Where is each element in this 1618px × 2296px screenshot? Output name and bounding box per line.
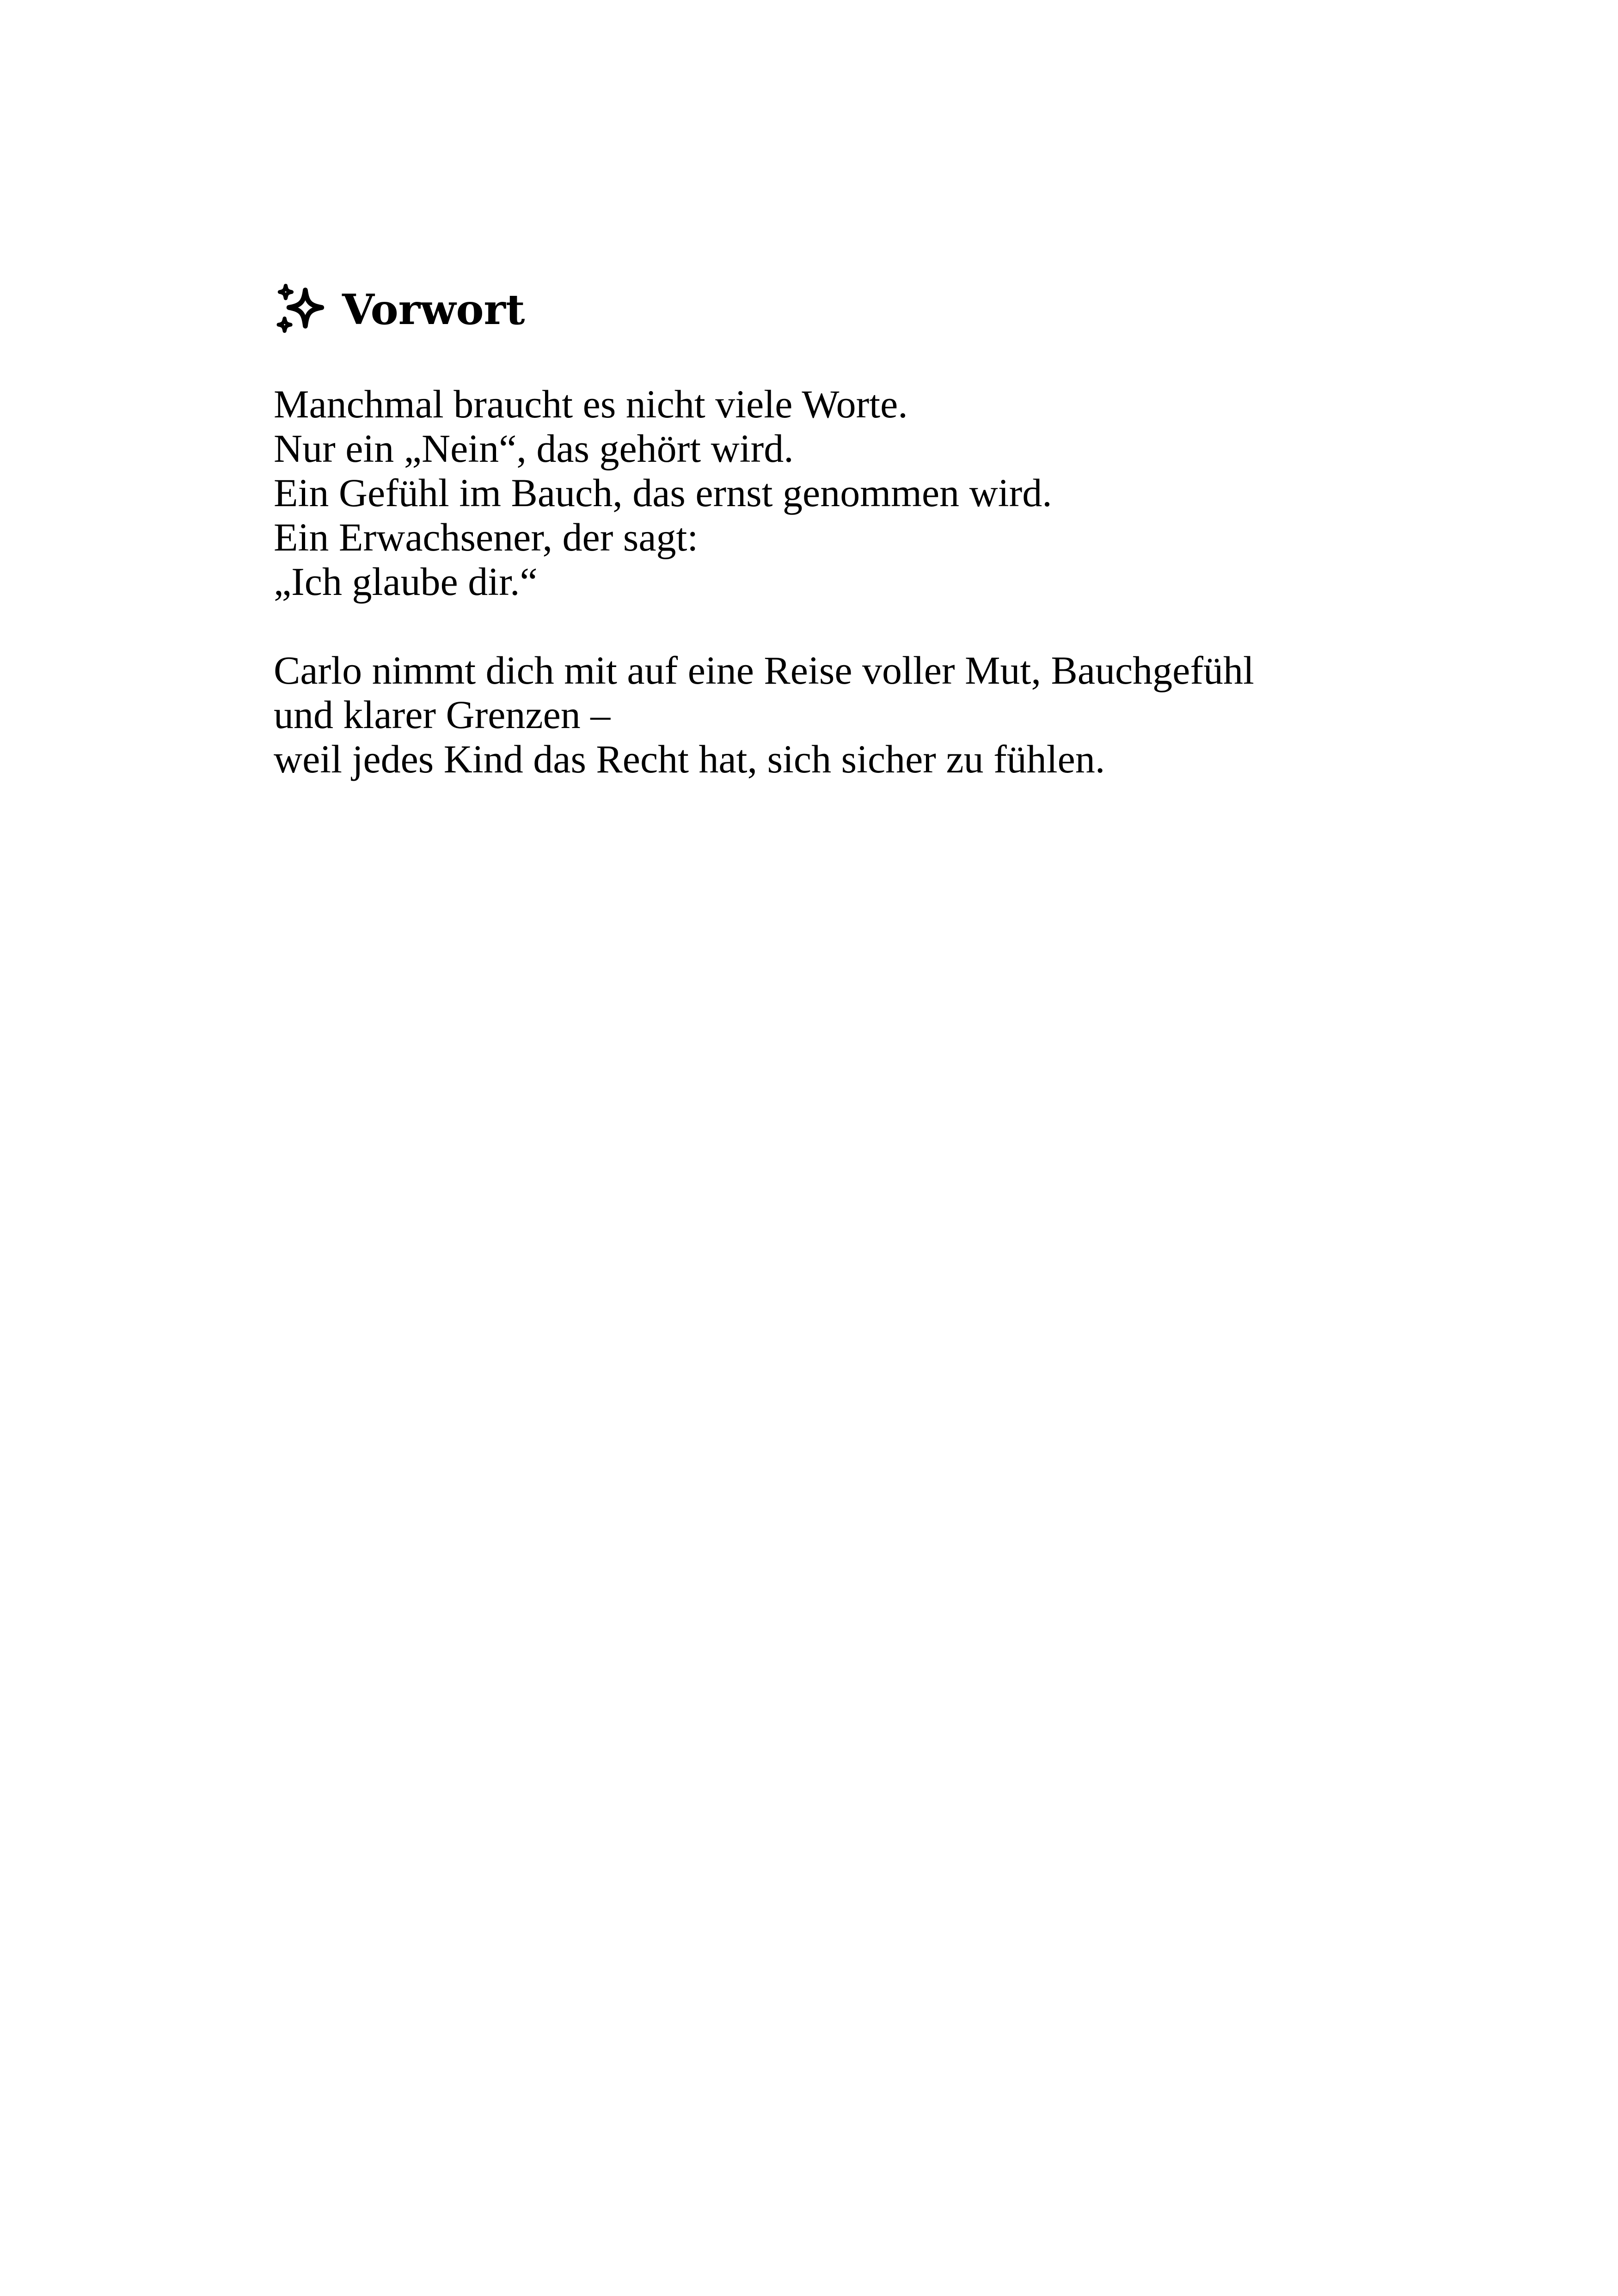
text-line: Ein Erwachsener, der sagt: bbox=[274, 515, 699, 559]
paragraph-journey bbox=[274, 648, 1383, 781]
sparkles-icon bbox=[274, 282, 328, 337]
text-line: Carlo nimmt dich mit auf eine Reise voller Mut, Bauchgefühl bbox=[274, 648, 1254, 692]
text-line: weil jedes Kind das Recht hat, sich sicher zu fühlen. bbox=[274, 737, 1105, 781]
paragraph-intro bbox=[274, 382, 1383, 604]
text-line: Manchmal braucht es nicht viele Worte. bbox=[274, 382, 908, 426]
text-line: und klarer Grenzen – bbox=[274, 692, 611, 737]
page-content bbox=[274, 277, 1383, 781]
text-line: Nur ein „Nein“, das gehört wird. bbox=[274, 426, 794, 471]
text-line: „Ich glaube dir.“ bbox=[274, 559, 538, 604]
section-heading bbox=[274, 277, 1383, 342]
page-title: Vorwort bbox=[342, 285, 525, 334]
text-line: Ein Gefühl im Bauch, das ernst genommen wird. bbox=[274, 471, 1052, 515]
